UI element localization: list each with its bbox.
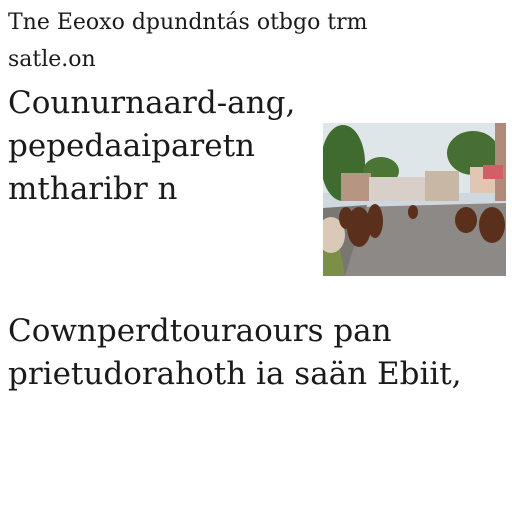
text-line-3: Counurnaard-ang, (8, 85, 296, 121)
photo-building-3 (425, 171, 459, 201)
photo-cow-5 (455, 207, 477, 233)
street-cattle-photo (323, 123, 506, 276)
photo-cow-2 (367, 204, 383, 238)
photo-sign (483, 165, 503, 179)
text-line-7: prietudorahoth ia saän Ebiit, (8, 356, 462, 392)
text-line-6: Cownperdtouraours pan (8, 313, 392, 349)
photo-building-tower (495, 123, 506, 201)
photo-cow-4 (408, 205, 418, 219)
text-line-2: satle.on (8, 47, 96, 72)
photo-building-2 (369, 177, 427, 201)
photo-building-1 (341, 173, 371, 201)
photo-cow-3 (339, 207, 353, 229)
photo-cow-6 (479, 207, 505, 243)
text-line-1: Tne Eeoxo dpundntás otbgo trm (8, 10, 368, 35)
photo-illustration (323, 123, 506, 276)
text-line-5: mtharibr n (8, 171, 178, 207)
text-line-4: pepedaaiparetn (8, 128, 256, 164)
